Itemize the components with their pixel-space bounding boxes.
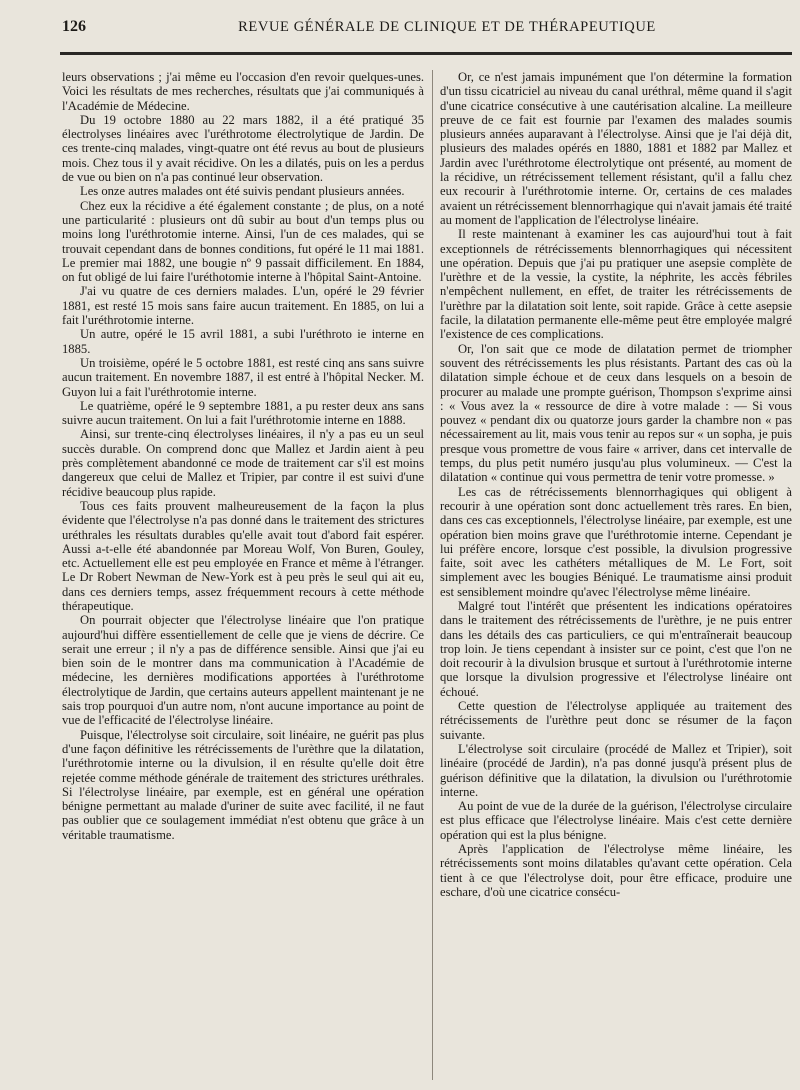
paragraph: Au point de vue de la durée de la guérison, l'électrolyse circulaire est plus efficace que l'électrolyse linéaire. Mais c'est cette dernière opération qui est la plus bénigne. bbox=[440, 799, 792, 842]
paragraph: Tous ces faits prouvent malheureusement de la façon la plus évidente que l'électrolyse n'a pas donné dans le traitement des strictures uréthrales les résultats durables qu'elle avait tout d'abord fait espérer. Aussi a-t-elle été abandonnée par Moreau Wolf, Von Buren, Gouley, etc. Actuellement elle est peu employée en France et même à l'étranger. Le Dr Robert Newman de New-York est à peu près le seul qui ait eu, dans ces derniers temps, assez fréquemment recours à cette méthode thérapeutique. bbox=[62, 498, 424, 613]
paragraph: Chez eux la récidive a été également constante ; de plus, on a noté une particularité : plusieurs ont dû subir au bout d'un temps plus ou moins long l'uréthrotomie interne. Ainsi, l'un de ces malades, qui se trouvait cependant dans de bonnes conditions, fut opéré le 11 mai 1881. Le premier mai 1882, une bougie nº 9 passait difficilement. En 1884, on fut obligé de lui faire l'uréthotomie interne à l'hôpital Saint-Antoine. bbox=[62, 198, 424, 285]
right-column bbox=[440, 70, 792, 1080]
paragraph: Un troisième, opéré le 5 octobre 1881, est resté cinq ans sans suivre aucun traitement. En novembre 1887, il est entré à l'hôpital Necker. M. Guyon lui a fait l'uréthrotomie interne. bbox=[62, 355, 424, 399]
paragraph: Puisque, l'électrolyse soit circulaire, soit linéaire, ne guérit pas plus d'une façon définitive les rétrécissements de l'urèthre que la dilatation, l'uréthrotomie interne ou la divulsion, il en résulte qu'elle doit être rejetée comme méthode générale de traitement des strictures uréthrales. Si l'électrolyse linéaire, par exemple, est en général une opération bénigne permettant au malade d'uriner de suite avec facilité, il ne faut pas oublier que ce soulagement immédiat n'est obtenu que grâce à un véritable traumatisme. bbox=[62, 727, 424, 842]
left-column bbox=[62, 70, 424, 1080]
paragraph: Après l'application de l'électrolyse même linéaire, les rétrécissements sont moins dilatables qu'avant cette opération. Cela tient à ce que l'électrolyse doit, pour être efficace, produire une eschare, d'où une cicatrice consécu- bbox=[440, 842, 792, 899]
paragraph: Ainsi, sur trente-cinq électrolyses linéaires, il n'y a pas eu un seul succès durable. On comprend donc que Mallez et Jardin aient à peu près complètement abandonné ce mode de traitement car s'il est moins dangereux que celui de Mallez et Tripier, par contre il est suivi d'une récidive beaucoup plus rapide. bbox=[62, 427, 424, 499]
paragraph: Il reste maintenant à examiner les cas aujourd'hui tout à fait exceptionnels de rétrécissements blennorrhagiques qui nécessitent une opération. Depuis que j'ai pu pratiquer une asepsie complète de l'urèthre et de la vessie, la cystite, la néphrite, les accès fébriles n'empêchent nullement, en effet, de traiter les rétrécissements de l'urèthre par la dilatation soit lente, soit rapide. Grâce à cette asepsie facile, la dilatation permanente elle-même peut être employée malgré l'existence de ces complications. bbox=[440, 227, 792, 342]
paragraph: Or, ce n'est jamais impunément que l'on détermine la formation d'un tissu cicatriciel au niveau du canal uréthral, même quand il s'agit d'une cicatrice consécutive à une cautérisation alcaline. La meilleure preuve de ce fait est fournie par l'examen des malades soumis plusieurs années auparavant à l'électrolyse. Ainsi que je l'ai déjà dit, plusieurs des malades opérés en 1880, 1881 et 1882 par Mallez et Jardin avec l'uréthrotome électrolytique ont présenté, au moment de la récidive, un rétrécissement tellement résistant, qu'il a fallu chez eux recourir à l'uréthrotomie interne. Or, certains de ces malades avaient un rétrécissement blennorrhagique qui n'avait jamais été traité au moment de l'application de l'électrolyse linéaire. bbox=[440, 70, 792, 227]
paragraph: Du 19 octobre 1880 au 22 mars 1882, il a été pratiqué 35 électrolyses linéaires avec l'uréthrotome électrolytique de Jardin. De ces trente-cinq malades, vingt-quatre ont été revus au bout de plusieurs mois. Chez tous il y avait récidive. On les a dilatés, puis on les a perdus de vue ou bien on n'a pas continué leur observation. bbox=[62, 112, 424, 185]
page-number: 126 bbox=[62, 18, 86, 35]
page-header bbox=[62, 18, 792, 42]
header-rule bbox=[60, 52, 792, 55]
paragraph: Les onze autres malades ont été suivis pendant plusieurs années. bbox=[80, 184, 405, 199]
paragraph: J'ai vu quatre de ces derniers malades. L'un, opéré le 29 février 1881, est resté 15 mois sans faire aucun traitement. En 1885, on lui a fait l'uréthrotomie interne. bbox=[62, 284, 424, 328]
paragraph: Un autre, opéré le 15 avril 1881, a subi l'uréthroto ie interne en 1885. bbox=[62, 327, 424, 356]
paragraph: L'électrolyse soit circulaire (procédé de Mallez et Tripier), soit linéaire (procédé de Jardin), n'a pas donné jusqu'à présent plus de guérison définitive que la dilatation, la divulsion ou l'uréthrotomie interne. bbox=[440, 741, 792, 799]
paragraph: Malgré tout l'intérêt que présentent les indications opératoires dans le traitement des rétrécissements de l'urèthre, je ne puis entrer dans les détails des cas particuliers, ce qui m'entraînerait beaucoup trop loin. Je tiens cependant à insister sur ce point, c'est que l'on ne doit recourir à la divulsion brusque et surtout à l'uréthrotomie interne que lorsque la divulsion progressive et l'électrolyse linéaire ont échoué. bbox=[440, 598, 792, 699]
paragraph: Or, l'on sait que ce mode de dilatation permet de triompher souvent des rétrécissements les plus résistants. Partant des cas où la dilatation simple échoue et de ceux dans lesquels on a besoin de procurer au malade une prompte guérison, Thompson s'exprime ainsi : « Vous avez la « ressource de dire à votre malade : — Si vous pouvez « pendant dix ou quatorze jours garder la chambre non « pas nécessairement au lit, mais vous tenir au repos sur « un sopha, je puis presque vous promettre de vous faire « arriver, dans cet intervalle de temps, du plus petit numéro jusqu'au plus volumineux. — C'est la dilatation « continue qui vous permettra de tenir votre promesse. » bbox=[440, 341, 792, 485]
paragraph: Le quatrième, opéré le 9 septembre 1881, a pu rester deux ans sans suivre aucun traitement. On lui a fait l'uréthrotomie interne en 1888. bbox=[62, 398, 424, 428]
running-title: REVUE GÉNÉRALE DE CLINIQUE ET DE THÉRAPEUTIQUE bbox=[238, 19, 656, 35]
paragraph: leurs observations ; j'ai même eu l'occasion d'en revoir quelques-unes. Voici les résultats de mes recherches, résultats que j'ai communiqués à l'Académie de Médecine. bbox=[62, 70, 424, 113]
paragraph: Cette question de l'électrolyse appliquée au traitement des rétrécissements de l'urèthre peut donc se résumer de la façon suivante. bbox=[440, 699, 792, 742]
paragraph: Les cas de rétrécissements blennorrhagiques qui obligent à recourir à une opération sont donc actuellement très rares. En bien, dans ces cas exceptionnels, l'électrolyse linéaire, par exemple, est une opération bien moins grave que l'uréthrotomie interne. Cependant je lui préfère encore, lorsque c'est possible, la divulsion progressive faite, soit avec les cathéters métalliques de M. Le Fort, soit simplement avec les bougies Béniqué. Le traumatisme ainsi produit est sensiblement moindre qu'avec l'électrolyse même linéaire. bbox=[440, 484, 792, 599]
column-divider bbox=[432, 70, 433, 1080]
paragraph: On pourrait objecter que l'électrolyse linéaire que l'on pratique aujourd'hui diffère essentiellement de celle que je viens de décrire. Ce serait une erreur ; il n'y a pas de différence sensible. Ainsi que j'ai eu bien soin de le montrer dans ma communication à l'Académie de médecine, les dernières modifications apportées à l'uréthrotome électrolytique de Jardin, que certains auteurs appellent maintenant je ne sais trop pourquoi d'un autre nom, n'ont aucune importance au point de vue de l'efficacité de l'électrolyse linéaire. bbox=[62, 613, 424, 728]
